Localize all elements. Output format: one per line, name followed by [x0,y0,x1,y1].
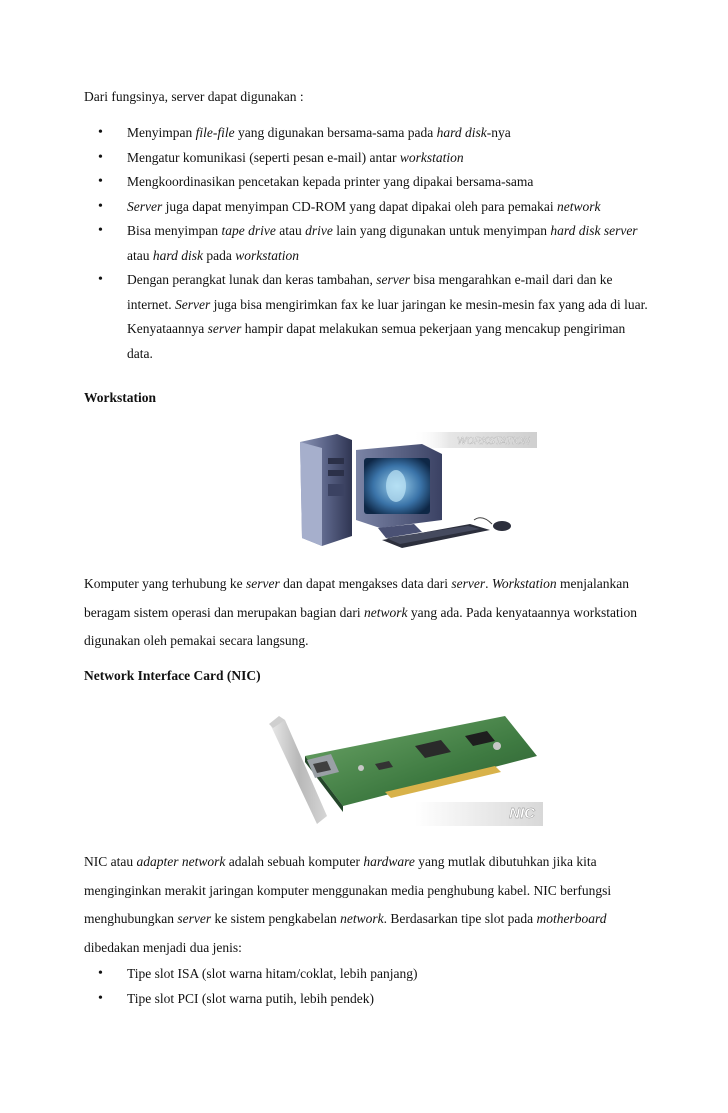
list-item: • Menyimpan file-file yang digunakan bersama-sama pada hard disk-nya [84,121,654,146]
list-item: • Tipe slot ISA (slot warna hitam/coklat, lebih panjang) [84,962,654,987]
workstation-heading: Workstation [84,390,157,405]
list-item: • Dengan perangkat lunak dan keras tambahan, server bisa mengarahkan e-mail dari dan ke internet. Server juga bisa mengirimkan fax ke luar jaringan ke mesin-mesin fax yang ada di luar. Kenyataannya server hampir dapat melakukan semua pekerjaan yang mencakup pengiriman data. [84,268,654,366]
slot-types-list [84,962,654,1011]
list-item: • Bisa menyimpan tape drive atau drive lain yang digunakan untuk menyimpan hard disk server atau hard disk pada workstation [84,219,654,268]
list-item: • Mengatur komunikasi (seperti pesan e-mail) antar workstation [84,146,654,171]
list-item: • Server juga dapat menyimpan CD-ROM yang dapat dipakai oleh para pemakai network [84,195,654,220]
workstation-image-label: WORKSTATION [457,436,530,447]
server-uses-list [84,121,654,366]
nic-heading: Network Interface Card (NIC) [84,668,261,683]
nic-image [265,706,545,828]
intro-text: Dari fungsinya, server dapat digunakan : [84,89,304,104]
nic-paragraph: NIC atau adapter network adalah sebuah komputer hardware yang mutlak dibutuhkan jika kita menginginkan merakit jaringan komputer menggunakan media penghubung kabel. NIC berfungsi menghubungkan server ke sistem pengkabelan network. Berdasarkan tipe slot pada motherboard dibedakan menjadi dua jenis: [84,854,612,955]
nic-image-label: NIC [509,805,535,822]
list-item: • Tipe slot PCI (slot warna putih, lebih pendek) [84,987,654,1012]
workstation-image [282,428,544,550]
list-item: • Mengkoordinasikan pencetakan kepada printer yang dipakai bersama-sama [84,170,654,195]
workstation-paragraph: Komputer yang terhubung ke server dan dapat mengakses data dari server. Workstation menjalankan beragam sistem operasi dan merupakan bagian dari network yang ada. Pada kenyataannya workstation digunakan oleh pemakai secara langsung. [84,576,637,648]
